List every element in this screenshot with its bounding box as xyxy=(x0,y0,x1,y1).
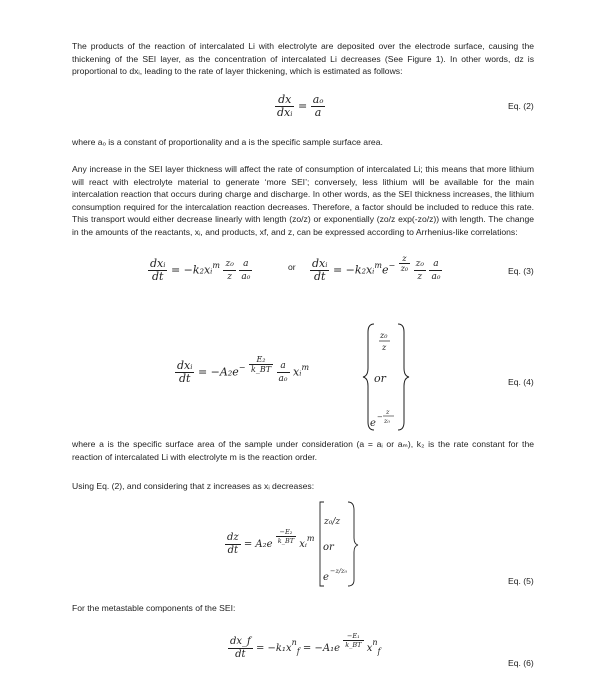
eq2-rhs-fraction xyxy=(311,94,326,119)
eq4-x: xᵢ xyxy=(293,365,302,379)
eq6-mid-sup: n xyxy=(291,638,297,647)
eq6-tail-sub: f xyxy=(377,647,381,656)
eq4-exp-fraction xyxy=(249,355,273,374)
eq3-exp-num: z xyxy=(399,254,410,264)
eq2-lhs-num: dx xyxy=(275,94,294,107)
eq3-left-a0: a₀ xyxy=(241,272,251,282)
eq3-exp-sign: − xyxy=(388,260,396,270)
eq3-right-z: z xyxy=(417,272,423,282)
eq4-rhs: = −A₂e xyxy=(197,365,239,379)
eq3-right-fraction xyxy=(310,258,329,283)
eq5-rhs: = A₂e xyxy=(243,539,273,550)
eq3-left-z: z xyxy=(227,272,233,282)
eq5-right-brace xyxy=(348,502,358,586)
eq6-rhs: = −A₁e xyxy=(302,643,340,654)
eq6-mid: = −k₁x xyxy=(255,643,292,654)
eq3-exp-fraction xyxy=(399,254,410,273)
eq4-case2-sign: − xyxy=(377,413,383,421)
eq5-exp-fraction xyxy=(276,528,296,545)
equation-3-left xyxy=(148,258,252,283)
eq2-label: Eq. (2) xyxy=(508,101,534,111)
eq4-right-brace xyxy=(398,324,409,430)
eq6-exp-fraction xyxy=(343,632,363,649)
eq6-lhs-fraction xyxy=(228,636,253,661)
eq4-case2-e: e xyxy=(370,418,376,429)
equation-6 xyxy=(228,632,381,661)
eq6-tail: x xyxy=(366,643,373,654)
eq5-case-or: or xyxy=(323,542,334,553)
eq4-lhs-fraction xyxy=(175,360,194,385)
eq4-exp-num: E₂ xyxy=(249,355,273,365)
eq5-case2-exp: −z/z₀ xyxy=(330,567,348,575)
eq4-lhs-num: dxᵢ xyxy=(177,359,193,372)
eq5-exponent: m xyxy=(306,534,315,543)
eq4-case1-num: z₀ xyxy=(380,331,388,340)
paragraph-sei-thickness: Any increase in the SEI layer thickness will affect the rate of consumption of intercalated Li; this means that more lithium will react with electrolyte material to generate ‘more SEI’; conversely, less lithium will be available for the main intercalation reaction that occurs during charge and discharge. In other words, as the SEI thickness increases, the lithium consumption required for the intercalation reaction decreases. Therefore, a factor should be included to reduce this rate. This transport would either decrease linearly with length (zo/z) or exponentially (zo/z exp(-zo/z)) with length. The change in the amounts of the reactants, xᵢ, and products, xf, and z, can be expressed according to Arrhenius-like correlations: xyxy=(72,164,534,237)
eq3-right-e: e xyxy=(381,263,389,277)
eq2-rhs-num: aₒ xyxy=(312,93,324,106)
eq3-right-exponent: m xyxy=(374,260,382,270)
eq5-brace-cases xyxy=(318,500,378,590)
eq4-lhs-den: dt xyxy=(179,372,191,385)
eq5-exp-num: −E₂ xyxy=(276,528,296,537)
eq4-case-or: or xyxy=(374,372,386,385)
eq5-case1: z₀/z xyxy=(324,517,341,527)
eq4-exponent: m xyxy=(301,362,310,372)
paragraph-intro: The products of the reaction of intercalated Li with electrolyte are deposited over the electrode surface, causing the thickening of the SEI layer, as the concentration of intercalated Li decreases (See Figure 1). In other words, dz is proportional to dxᵢ, leading to the rate of layer thickening, which is estimated as follows: xyxy=(72,41,534,76)
eq3-or: or xyxy=(288,262,296,272)
eq4-a0: a₀ xyxy=(278,374,288,384)
eq3-right-a: a xyxy=(429,258,442,271)
eq3-left-den: dt xyxy=(152,270,164,283)
eq4-exp-den: k_BT xyxy=(250,365,272,374)
eq5-lhs-den: dt xyxy=(227,545,239,556)
eq6-mid-sub: f xyxy=(296,647,300,656)
paragraph-surface-area: where a is the specific surface area of the sample under consideration (a = aᵢ or aₘ), k₂ is the rate constant for the reaction of intercalated Li with electrolyte m is the reaction order. xyxy=(72,439,534,462)
eq3-right-a-fraction xyxy=(429,258,442,283)
eq6-lhs-num: dx_f xyxy=(230,636,251,647)
eq6-tail-sup: n xyxy=(372,638,378,647)
eq3-right-a0: a₀ xyxy=(431,272,441,282)
eq4-a-fraction xyxy=(277,360,290,385)
eq3-left-fraction xyxy=(148,258,167,283)
eq3-left-rhs: = −k₂xᵢ xyxy=(170,263,213,277)
eq3-exp-den: z₀ xyxy=(400,264,409,273)
eq3-right-den: dt xyxy=(314,270,326,283)
eq2-equals: = xyxy=(297,99,308,113)
eq3-left-z0: z₀ xyxy=(225,259,234,269)
eq4-exp-sign: − xyxy=(238,362,246,372)
eq3-left-a-fraction xyxy=(239,258,252,283)
eq3-left-exponent: m xyxy=(212,260,220,270)
eq3-right-num: dxᵢ xyxy=(312,257,328,270)
eq4-a: a xyxy=(277,360,290,373)
eq4-left-brace xyxy=(363,324,374,430)
paragraph-constant: where aₒ is a constant of proportionality and a is the specific sample surface area. xyxy=(72,137,383,147)
eq2-lhs-fraction xyxy=(275,94,294,119)
eq4-case2-den: z₀ xyxy=(384,417,391,425)
paragraph-using-eq2: Using Eq. (2), and considering that z increases as xᵢ decreases: xyxy=(72,481,315,491)
eq2-lhs-den: dxᵢ xyxy=(277,106,293,119)
eq5-lhs-num: dz xyxy=(227,532,239,543)
eq5-exp-den: k_BT xyxy=(277,537,295,545)
eq6-lhs-den: dt xyxy=(235,649,246,660)
eq5-x: xᵢ xyxy=(299,539,307,550)
equation-2 xyxy=(275,94,325,119)
eq5-lhs-fraction xyxy=(225,532,241,557)
equation-5 xyxy=(225,528,315,557)
eq6-label: Eq. (6) xyxy=(508,658,534,668)
eq3-left-z-fraction xyxy=(223,258,235,283)
eq2-rhs-den: a xyxy=(314,106,322,119)
eq6-exp-den: k_BT xyxy=(345,641,362,649)
eq3-right-rhs: = −k₂xᵢ xyxy=(332,263,375,277)
eq4-case1-den: z xyxy=(382,343,387,352)
eq6-exp-num: −E₁ xyxy=(343,632,363,641)
equation-4 xyxy=(175,355,310,385)
eq5-case2-e: e xyxy=(323,572,329,583)
eq3-right-z0: z₀ xyxy=(415,259,424,269)
eq3-left-num: dxᵢ xyxy=(150,257,166,270)
eq4-case2-num: z xyxy=(386,408,390,416)
eq3-label: Eq. (3) xyxy=(508,266,534,276)
equation-3-right xyxy=(310,254,442,283)
eq4-brace-cases xyxy=(362,322,432,432)
eq3-right-z-fraction xyxy=(414,258,426,283)
eq5-label: Eq. (5) xyxy=(508,576,534,586)
paragraph-metastable: For the metastable components of the SEI: xyxy=(72,603,236,613)
eq3-left-a: a xyxy=(239,258,252,271)
eq4-label: Eq. (4) xyxy=(508,377,534,387)
